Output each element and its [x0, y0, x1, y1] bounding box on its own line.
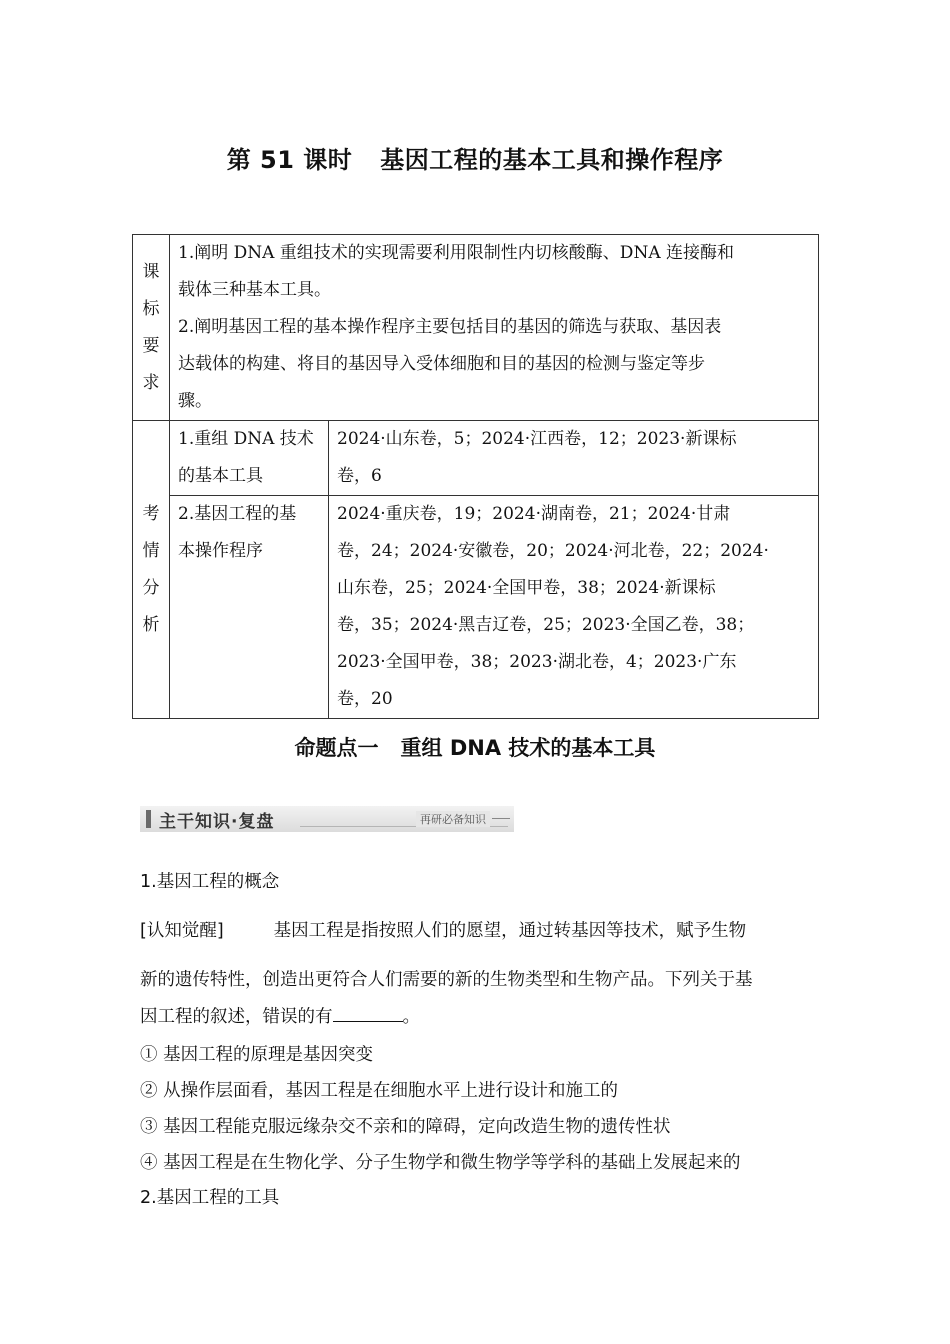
banner-label: 主干知识·复盘 [159, 812, 275, 832]
option-4: ④ 基因工程是在生物化学、分子生物学和微生物学等学科的基础上发展起来的 [140, 1153, 741, 1173]
exam-refs-1: 2024·山东卷，5；2024·江西卷，12；2023·新课标 卷，6 [329, 421, 819, 496]
exam-topic-1: 1.重组 DNA 技术 的基本工具 [170, 421, 329, 496]
exam-row-2 [133, 496, 819, 719]
banner-tail [492, 818, 510, 819]
section-number: 命题点一 [294, 736, 379, 760]
page-title [0, 140, 950, 175]
option-1: ① 基因工程的原理是基因突变 [140, 1045, 374, 1065]
section-heading [0, 732, 950, 762]
banner-subtitle: 再研必备知识 [416, 811, 490, 827]
heading-concept: 1.基因工程的概念 [140, 872, 280, 892]
curriculum-row [133, 235, 819, 421]
question-line-3: 因工程的叙述，错误的有 。 [140, 1007, 420, 1027]
curriculum-label: 课 标 要 求 [133, 235, 170, 421]
awareness-tag: [认知觉醒] [140, 921, 224, 941]
title-lesson: 第 51 课时 [226, 146, 353, 174]
option-3: ③ 基因工程能克服远缘杂交不亲和的障碍，定向改造生物的遗传性状 [140, 1117, 671, 1137]
heading-tools: 2.基因工程的工具 [140, 1188, 280, 1208]
curriculum-text: 1.阐明 DNA 重组技术的实现需要利用限制性内切核酸酶、DNA 连接酶和 载体三种基本工具。 2.阐明基因工程的基本操作程序主要包括目的基因的筛选与获取、基因表 达载体的构建、将目的基因导入受体细胞和目的基因的检测与鉴定等步 骤。 [170, 235, 819, 421]
exam-topic-2: 2.基因工程的基 本操作程序 [170, 496, 329, 719]
banner-marker [146, 810, 151, 828]
requirements-table [132, 234, 819, 719]
question-line-2: 新的遗传特性，创造出更符合人们需要的新的生物类型和生物产品。下列关于基 [140, 970, 753, 990]
exam-analysis-label: 考 情 分 析 [133, 421, 170, 719]
section-topic: 重组 DNA 技术的基本工具 [400, 736, 656, 760]
title-topic: 基因工程的基本工具和操作程序 [380, 146, 724, 174]
knowledge-review-banner [140, 806, 514, 832]
exam-row-1 [133, 421, 819, 496]
option-2: ② 从操作层面看，基因工程是在细胞水平上进行设计和施工的 [140, 1081, 619, 1101]
answer-blank[interactable] [333, 1007, 403, 1022]
question-line-1: [认知觉醒] 基因工程是指按照人们的愿望，通过转基因等技术，赋予生物 [140, 921, 747, 941]
exam-refs-2: 2024·重庆卷，19；2024·湖南卷，21；2024·甘肃 卷，24；2024·安徽卷，20；2024·河北卷，22；2024· 山东卷，25；2024·全国甲卷，38；2024·新课标 卷，35；2024·黑吉辽卷，25；2023·全国乙卷，38； 2023·全国甲卷，38；2023·湖北卷，4；2023·广东 卷，20 [329, 496, 819, 719]
